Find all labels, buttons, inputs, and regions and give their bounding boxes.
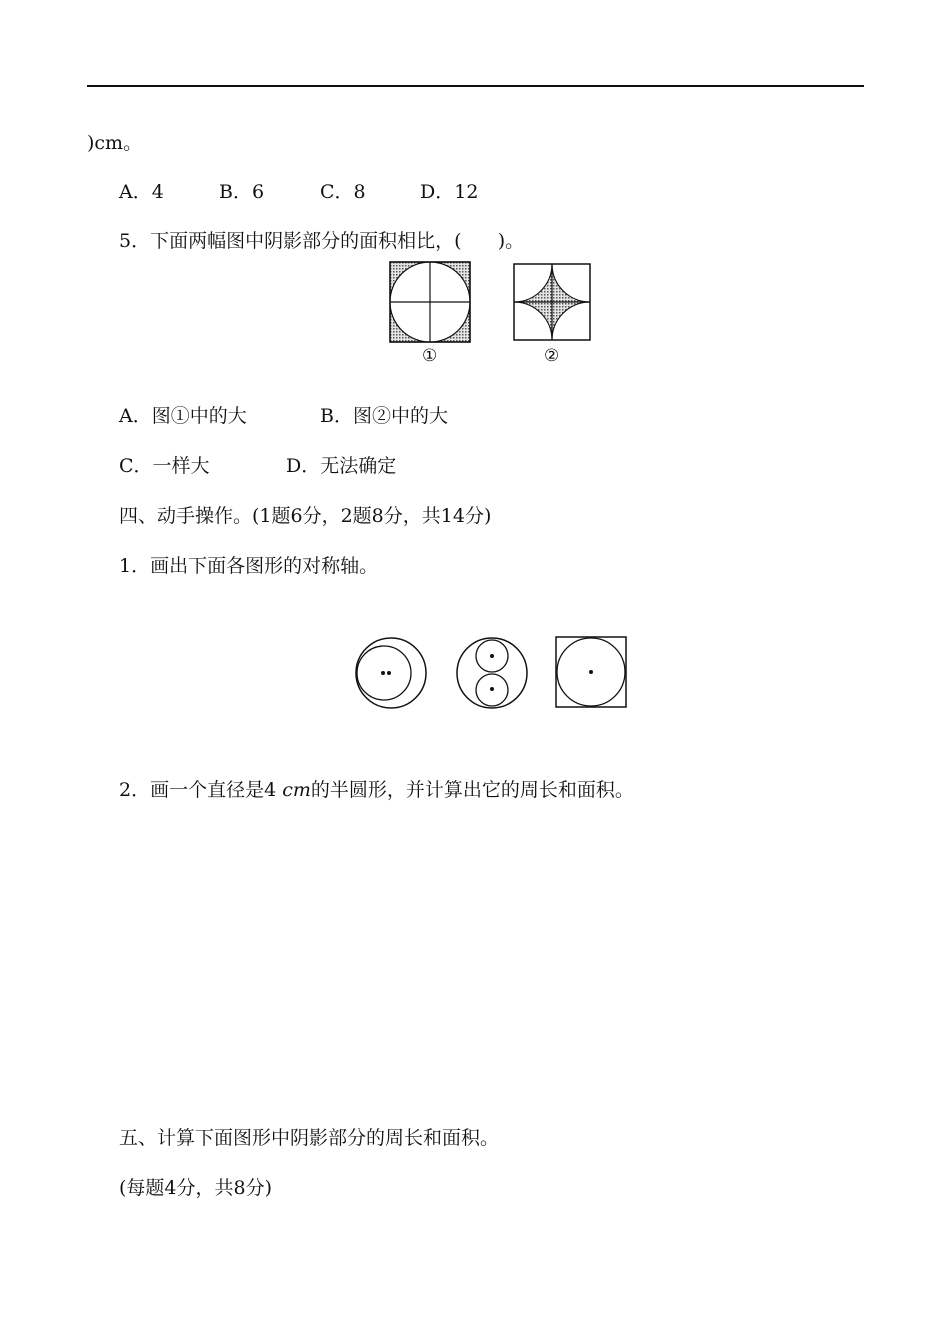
section5-heading: 五、计算下面图形中阴影部分的周长和面积。: [119, 1127, 500, 1149]
q4-option-c: C．8: [320, 181, 366, 203]
q5-option-c: C．一样大: [119, 455, 210, 477]
section4-q2: [119, 778, 634, 802]
symmetry-figure-two-circles: [455, 636, 529, 710]
q4-option-a: A．4: [119, 181, 164, 203]
section4-q2-unit: cm: [282, 779, 311, 801]
header-rule: [87, 85, 864, 87]
section4-q2-suffix: 的半圆形，并计算出它的周长和面积。: [310, 779, 634, 801]
shaded-region: [390, 302, 430, 342]
continuation-text: )cm。: [87, 132, 143, 154]
shaded-region: [430, 302, 470, 342]
q5-figure-2-label: ②: [544, 346, 560, 366]
q4-option-d: D．12: [420, 181, 479, 203]
section4-q2-prefix: 2．画一个直径是4: [119, 779, 283, 801]
section5-note: (每题4分，共8分): [119, 1177, 273, 1199]
q5-figure-2: [514, 264, 590, 340]
shaded-region: [390, 262, 430, 302]
section4-q1: 1．画出下面各图形的对称轴。: [119, 555, 379, 577]
symmetry-figure-crescent: [354, 636, 428, 710]
shaded-region: [430, 262, 470, 302]
symmetry-figure-circle-in-square: [555, 636, 627, 708]
section4-heading: 四、动手操作。(1题6分，2题8分，共14分): [119, 505, 492, 527]
q5-option-b: B．图②中的大: [320, 405, 448, 427]
q5-option-d: D．无法确定: [286, 455, 397, 477]
q5-figure-1: [390, 262, 470, 342]
q4-option-b: B．6: [219, 181, 265, 203]
q5-figure-1-label: ①: [422, 346, 438, 366]
q5-stem: 5．下面两幅图中阴影部分的面积相比，( )。: [119, 230, 525, 252]
q5-option-a: A．图①中的大: [119, 405, 247, 427]
